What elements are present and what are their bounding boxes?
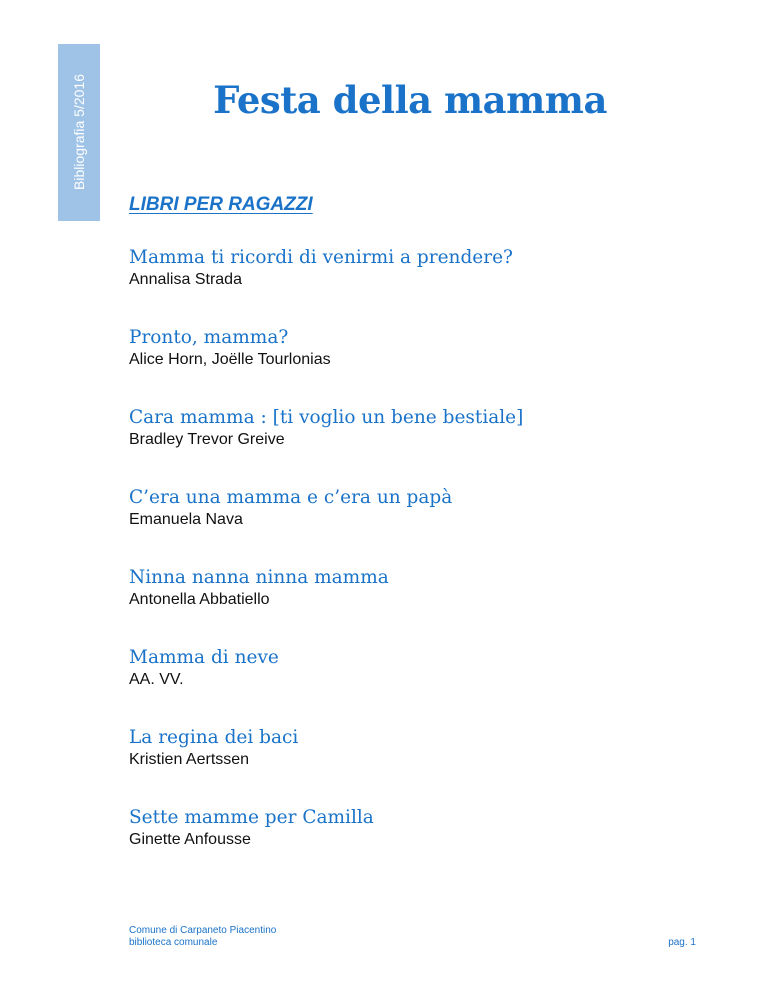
- book-author: Annalisa Strada: [129, 271, 242, 288]
- book-title: La regina dei baci: [129, 727, 299, 748]
- book-author: Emanuela Nava: [129, 511, 243, 528]
- book-entry: [129, 726, 523, 806]
- book-author: Antonella Abbatiello: [129, 591, 270, 608]
- sidebar-banner: [58, 44, 100, 221]
- footer-library-info: [129, 925, 276, 949]
- book-entry: [129, 486, 523, 566]
- book-author: Ginette Anfousse: [129, 831, 251, 848]
- book-title: Ninna nanna ninna mamma: [129, 567, 389, 588]
- section-heading: LIBRI PER RAGAZZI: [129, 194, 313, 215]
- book-entry: [129, 406, 523, 486]
- book-entry: [129, 806, 523, 886]
- sidebar-label: Bibliografia 5/2016: [71, 74, 87, 190]
- book-list: [129, 246, 523, 886]
- footer-municipality: Comune di Carpaneto Piacentino: [129, 925, 277, 936]
- book-title: C’era una mamma e c’era un papà: [129, 487, 453, 508]
- page-number: pag. 1: [668, 937, 696, 948]
- book-author: AA. VV.: [129, 671, 184, 688]
- book-title: Pronto, mamma?: [129, 327, 289, 348]
- book-entry: [129, 326, 523, 406]
- footer-library: biblioteca comunale: [129, 937, 218, 948]
- book-entry: [129, 566, 523, 646]
- book-author: Kristien Aertssen: [129, 751, 250, 768]
- book-title: Mamma ti ricordi di venirmi a prendere?: [129, 247, 513, 268]
- book-entry: [129, 646, 523, 726]
- book-entry: [129, 246, 523, 326]
- book-author: Alice Horn, Joëlle Tourlonias: [129, 351, 331, 368]
- book-author: Bradley Trevor Greive: [129, 431, 285, 448]
- book-title: Cara mamma : [ti voglio un bene bestiale]: [129, 407, 524, 428]
- book-title: Sette mamme per Camilla: [129, 807, 374, 828]
- book-title: Mamma di neve: [129, 647, 279, 668]
- page-title: Festa della mamma: [213, 78, 607, 122]
